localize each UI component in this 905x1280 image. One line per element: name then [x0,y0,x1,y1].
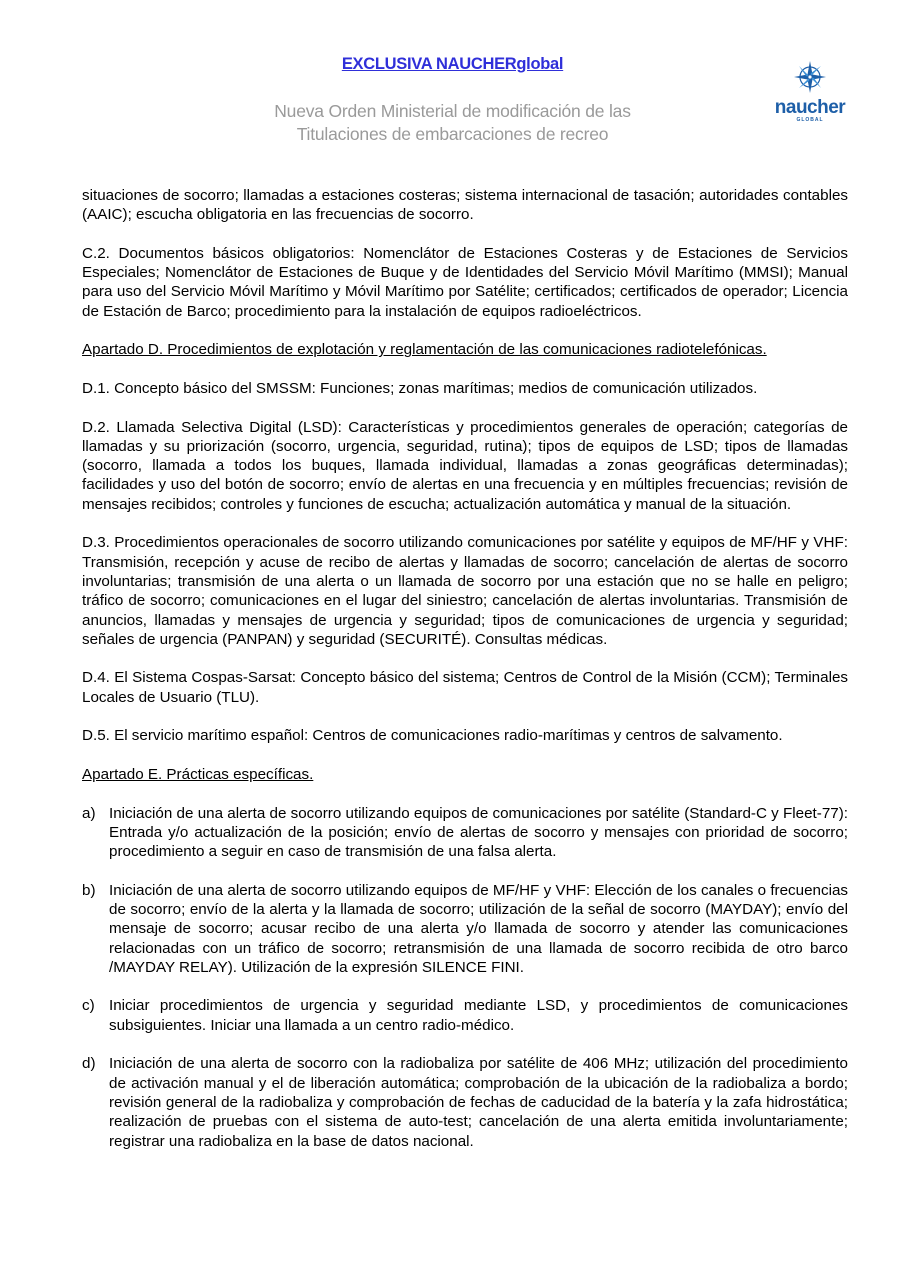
list-item-letter: d) [82,1055,96,1073]
paragraph: D.5. El servicio marítimo español: Centros de comunicaciones radio-marítimas y centros de salvamento. [82,727,783,745]
list-item-text: Iniciación de una alerta de socorro con la radiobaliza por satélite de 406 MHz; utilización del procedimiento de activación manual y el de liberación automática; comprobación de la ubicación de la radiobaliza a bordo; revisión general de la radiobaliza y comprobación de fechas de caducidad de la batería y la zafa hidrostática; realización de pruebas con el sistema de auto-test; cancelación de una alerta emitida involuntariamente; registrar una radiobaliza en la base de datos nacional. [109,1055,848,1150]
list-item [82,804,848,862]
list-item-letter: a) [82,804,96,822]
list-item [82,996,848,1035]
logo-word: naucher [774,97,846,118]
paragraph: situaciones de socorro; llamadas a estaciones costeras; sistema internacional de tasación; autoridades contables (AAIC); escucha obligatoria en las frecuencias de socorro. [82,187,848,224]
exclusiva-link[interactable]: EXCLUSIVA NAUCHERglobal [341,55,564,73]
list-item [82,881,848,977]
section-heading: Apartado E. Prácticas específicas. [82,765,314,783]
list-item-text: Iniciación de una alerta de socorro utilizando equipos de comunicaciones por satélite (Standard-C y Fleet-77): Entrada y/o actualización de la posición; envío de alertas de socorro y mensajes con prioridad de socorro; procedimiento a seguir en caso de transmisión de una falsa alerta. [109,804,848,861]
subtitle-line-2: Titulaciones de embarcaciones de recreo [296,124,609,144]
paragraph: C.2. Documentos básicos obligatorios: Nomenclátor de Estaciones Costeras y de Estaciones de Servicios Especiales; Nomenclátor de Estaciones de Buque y de Identidades del Servicio Móvil Marítimo (MMSI); Manual para uso del Servicio Móvil Marítimo y Móvil Marítimo por Satélite; certificados; certificados de operador; Licencia de Estación de Barco; procedimiento para la instalación de equipos radioeléctricos. [82,244,848,320]
compass-rose-icon [793,60,827,94]
paragraph: D.2. Llamada Selectiva Digital (LSD): Características y procedimientos generales de operación; categorías de llamadas y su priorización (socorro, urgencia, seguridad, rutina); tipos de equipos de LSD; tipos de llamadas (socorro, llamada a todos los buques, llamada individual, llamadas a zonas geográficas determinadas); facilidades y uso del botón de socorro; envío de alertas en una frecuencia y en múltiples frecuencias; revisión de mensajes recibidos; controles y funciones de escucha; actualización automática y manual de la situación. [82,418,848,513]
paragraph: D.1. Concepto básico del SMSSM: Funciones; zonas marítimas; medios de comunicación utilizados. [82,379,758,397]
list-item [82,1054,848,1150]
logo-sub: GLOBAL [796,117,824,123]
paragraph: D.4. El Sistema Cospas-Sarsat: Concepto básico del sistema; Centros de Control de la Misión (CCM); Terminales Locales de Usuario (TLU). [82,669,848,706]
subtitle-line-1: Nueva Orden Ministerial de modificación de las [274,101,631,121]
document-body [82,186,848,1170]
section-heading: Apartado D. Procedimientos de explotación y reglamentación de las comunicaciones radiotelefónicas. [82,341,767,359]
naucher-logo [765,60,855,123]
list-item-letter: b) [82,881,96,899]
list-item-text: Iniciar procedimientos de urgencia y seguridad mediante LSD, y procedimientos de comunicaciones subsiguientes. Iniciar una llamada a un centro radio-médico. [109,997,848,1034]
list-item-text: Iniciación de una alerta de socorro utilizando equipos de MF/HF y VHF: Elección de los canales o frecuencias de socorro; envío de la alerta y la llamada de socorro; utilización de la señal de socorro (MAYDAY); envío del mensaje de socorro; acusar recibo de una alerta y/o llamada de socorro y atender las comunicaciones relacionadas con un tráfico de socorro; retransmisión de una llamada de socorro recibida de otro barco /MAYDAY RELAY). Utilización de la expresión SILENCE FINI. [109,881,848,976]
paragraph: D.3. Procedimientos operacionales de socorro utilizando comunicaciones por satélite y equipos de MF/HF y VHF: Transmisión, recepción y acuse de recibo de alertas y llamadas de socorro; cancelación de alertas de socorro involuntarias; transmisión de una alerta o un llamada de socorro por una estación que no se halle en peligro; tráfico de socorro; comunicaciones en el lugar del siniestro; cancelación de alertas involuntarias. Transmisión de anuncios, llamadas y mensajes de urgencia y seguridad; tipos de comunicaciones de urgencia y seguridad; señales de urgencia (PANPAN) y seguridad (SECURITÉ). Consultas médicas. [82,534,848,648]
list-item-letter: c) [82,997,95,1015]
